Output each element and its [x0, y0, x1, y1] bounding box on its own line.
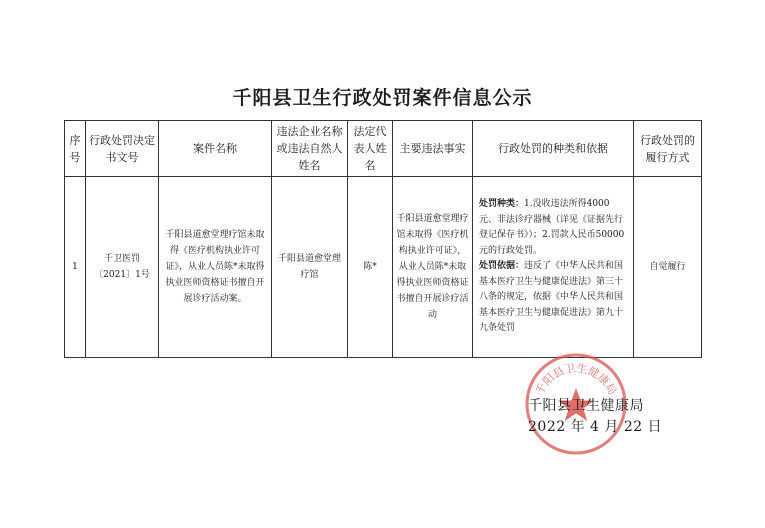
signature-agency: 千阳县卫生健康局 — [528, 398, 644, 414]
cell-legal-rep: 陈* — [348, 177, 393, 358]
header-execution: 行政处罚的履行方式 — [634, 121, 702, 177]
header-doc-no: 行政处罚决定书文号 — [86, 121, 159, 177]
cell-facts: 千阳县道愈堂理疗馆未取得《医疗机构执业许可证》，从业人员陈*未取得执业医师资格证书擅自开展诊疗活动 — [393, 177, 473, 358]
header-penalty: 行政处罚的种类和依据 — [473, 121, 634, 177]
cell-doc-no: 千卫医罚〔2021〕1号 — [86, 177, 159, 358]
penalty-type — [479, 197, 627, 259]
cell-execution: 自觉履行 — [634, 177, 702, 358]
penalty-basis-label: 处罚依据： — [479, 261, 525, 272]
cell-entity: 千阳县道愈堂理疗馆 — [272, 177, 348, 358]
header-case-name: 案件名称 — [159, 121, 272, 177]
penalty-type-label: 处罚种类： — [479, 199, 525, 210]
cell-seq: 1 — [65, 177, 86, 358]
header-legal-rep: 法定代表人姓名 — [348, 121, 393, 177]
cell-penalty — [473, 177, 634, 358]
penalty-basis-text: 违反了《中华人民共和国基本医疗卫生与健康促进法》第三十八条的规定，依据《中华人民共和国基本医疗卫生与健康促进法》第九十九条处罚 — [479, 261, 624, 334]
header-seq: 序号 — [65, 121, 86, 177]
header-facts: 主要违法事实 — [393, 121, 473, 177]
penalty-basis — [479, 259, 627, 337]
penalty-type-text: 1.没收违法所得4000元、非法诊疗器械（详见《证据先行登记保存书》）；2.罚款人民币50000元的行政处罚。 — [479, 199, 625, 256]
cell-case-name: 千阳县道愈堂理疗馆未取得《医疗机构执业许可证》，从业人员陈*未取得执业医师资格证书擅自开展诊疗活动案。 — [159, 177, 272, 358]
page-title: 千阳县卫生行政处罚案件信息公示 — [232, 87, 533, 109]
signature-block — [528, 396, 668, 438]
table-header-row — [65, 121, 702, 177]
header-entity: 违法企业名称或违法自然人姓名 — [272, 121, 348, 177]
case-info-table — [64, 120, 702, 358]
signature-date: 2022 年 4 月 22 日 — [528, 419, 663, 435]
table-row — [65, 177, 702, 358]
seal-text: 千阳县卫生健康局 — [532, 361, 620, 398]
